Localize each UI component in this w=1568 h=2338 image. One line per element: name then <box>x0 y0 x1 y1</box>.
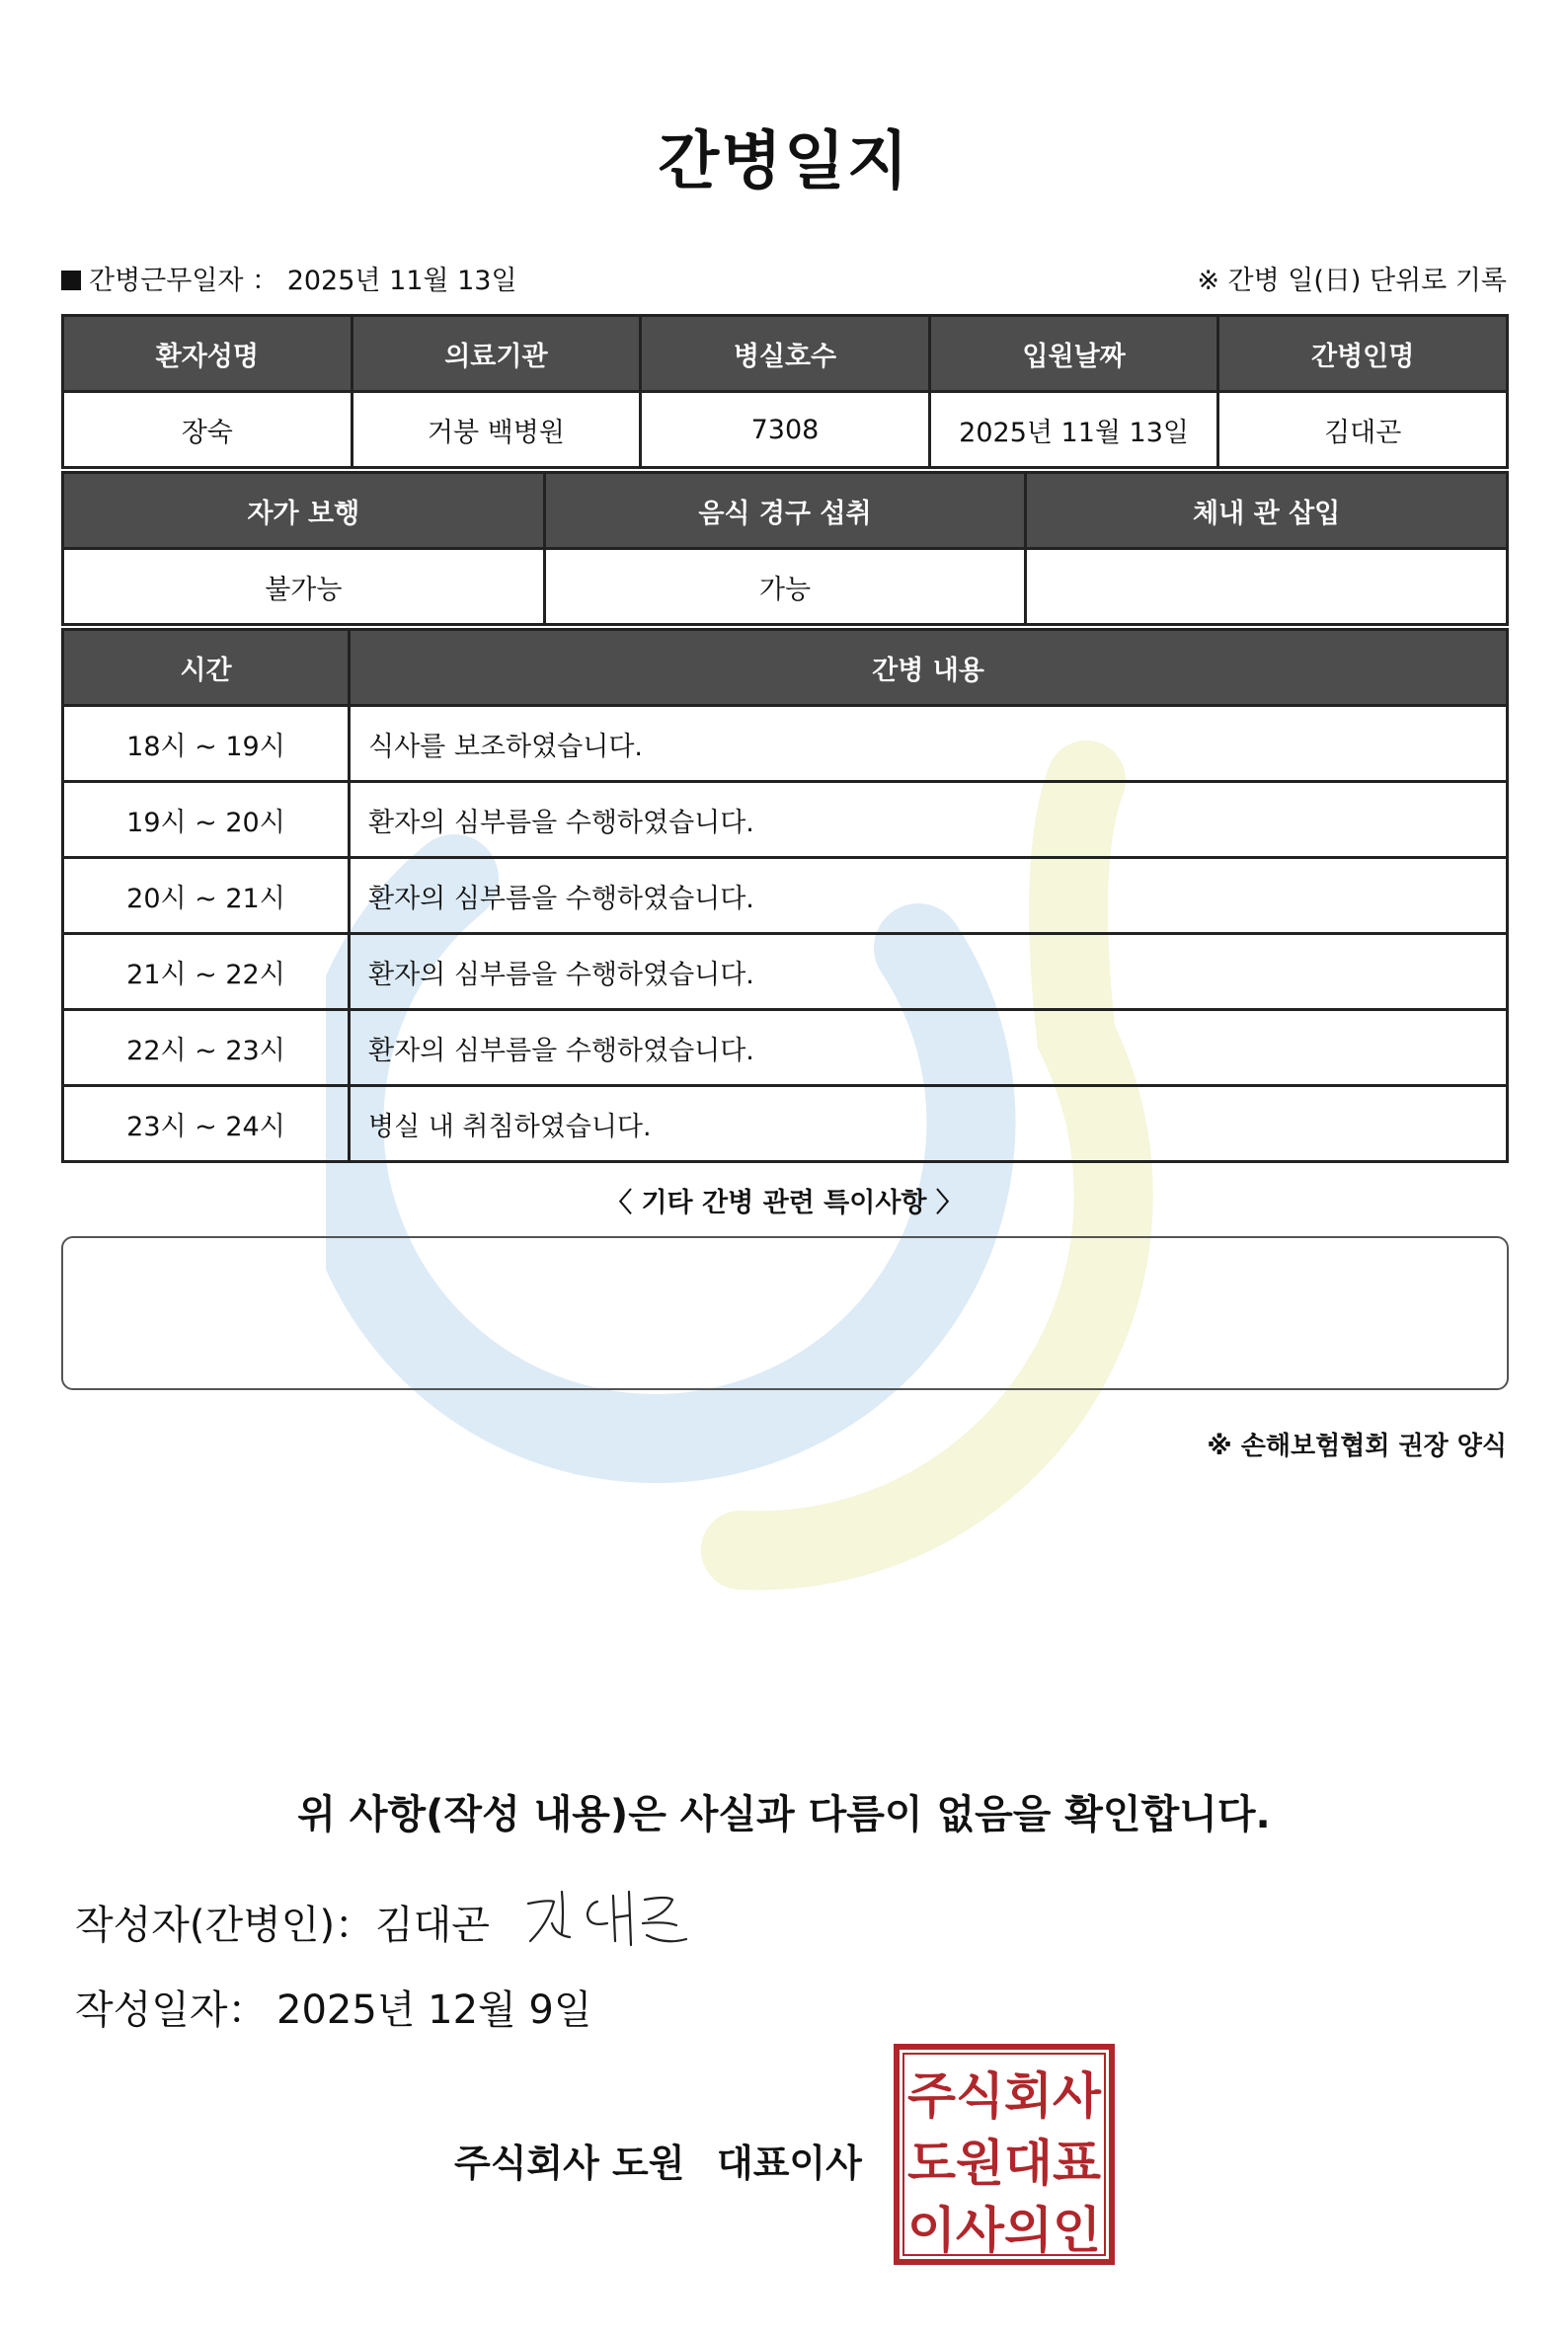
form-note: ※ 손해보험협회 권장 양식 <box>1207 1432 1507 1461</box>
table-row <box>63 782 1508 858</box>
log-content: 식사를 보조하였습니다. <box>350 706 1508 782</box>
patient-name: 장숙 <box>63 392 353 468</box>
header-time: 시간 <box>63 630 350 706</box>
header-room-number: 병실호수 <box>641 316 930 392</box>
written-date-value: 2025년 12월 9일 <box>276 1987 592 2033</box>
log-content: 환자의 심부름을 수행하였습니다. <box>350 1010 1508 1086</box>
seal-line-3: 이사의인 <box>907 2202 1101 2259</box>
header-oral-intake: 음식 경구 섭취 <box>544 473 1026 549</box>
work-date-value: 2025년 11월 13일 <box>286 266 517 296</box>
special-notes-title: 〈 기타 간병 관련 특이사항 〉 <box>605 1188 963 1218</box>
handwritten-signature <box>518 1884 696 1955</box>
company-seal <box>894 2044 1115 2265</box>
work-date-separator: ： <box>252 266 279 296</box>
table-row <box>63 1086 1508 1162</box>
work-date-line <box>61 259 517 297</box>
header-tube-insertion: 체내 관 삽입 <box>1026 473 1508 549</box>
log-time: 19시 ~ 20시 <box>63 782 350 858</box>
log-content: 환자의 심부름을 수행하였습니다. <box>350 782 1508 858</box>
caregiver-name: 김대곤 <box>1218 392 1508 468</box>
log-time: 23시 ~ 24시 <box>63 1086 350 1162</box>
header-hospital: 의료기관 <box>352 316 641 392</box>
table-row <box>63 706 1508 782</box>
patient-info-table <box>61 314 1509 469</box>
writer-label: 작성자(간병인)： <box>75 1903 375 1948</box>
header-self-walking: 자가 보행 <box>63 473 545 549</box>
log-time: 18시 ~ 19시 <box>63 706 350 782</box>
care-log-table <box>61 628 1509 1163</box>
special-notes-box <box>61 1236 1509 1390</box>
admission-date: 2025년 11월 13일 <box>929 392 1218 468</box>
seal-line-1: 주식회사 <box>907 2067 1102 2125</box>
unit-note: ※ 간병 일(日) 단위로 기록 <box>1197 266 1507 296</box>
room-number: 7308 <box>641 392 930 468</box>
log-content: 환자의 심부름을 수행하였습니다. <box>350 858 1508 934</box>
log-content: 병실 내 취침하였습니다. <box>350 1086 1508 1162</box>
log-time: 21시 ~ 22시 <box>63 934 350 1010</box>
page-title: 간병일지 <box>658 125 910 198</box>
company-name: 주식회사 도원 <box>454 2142 685 2185</box>
tube-insertion <box>1026 549 1508 625</box>
oral-intake: 가능 <box>544 549 1026 625</box>
header-caregiver-name: 간병인명 <box>1218 316 1508 392</box>
self-walking: 불가능 <box>63 549 545 625</box>
written-date-label: 작성일자： <box>75 1987 268 2033</box>
table-row <box>63 934 1508 1010</box>
hospital: 거붕 백병원 <box>352 392 641 468</box>
patient-status-table <box>61 471 1509 626</box>
header-admission-date: 입원날짜 <box>929 316 1218 392</box>
ceo-title: 대표이사 <box>717 2142 862 2185</box>
seal-line-2: 도원대표 <box>907 2135 1102 2192</box>
writer-name: 김대곤 <box>375 1903 490 1948</box>
work-date-label: 간병근무일자 <box>89 266 244 296</box>
log-content: 환자의 심부름을 수행하였습니다. <box>350 934 1508 1010</box>
log-time: 22시 ~ 23시 <box>63 1010 350 1086</box>
header-care-content: 간병 내용 <box>350 630 1508 706</box>
log-time: 20시 ~ 21시 <box>63 858 350 934</box>
square-bullet-icon <box>61 271 81 290</box>
confirmation-statement: 위 사항(작성 내용)은 사실과 다름이 없음을 확인합니다. <box>297 1792 1271 1837</box>
table-row <box>63 1010 1508 1086</box>
table-row <box>63 858 1508 934</box>
header-patient-name: 환자성명 <box>63 316 353 392</box>
